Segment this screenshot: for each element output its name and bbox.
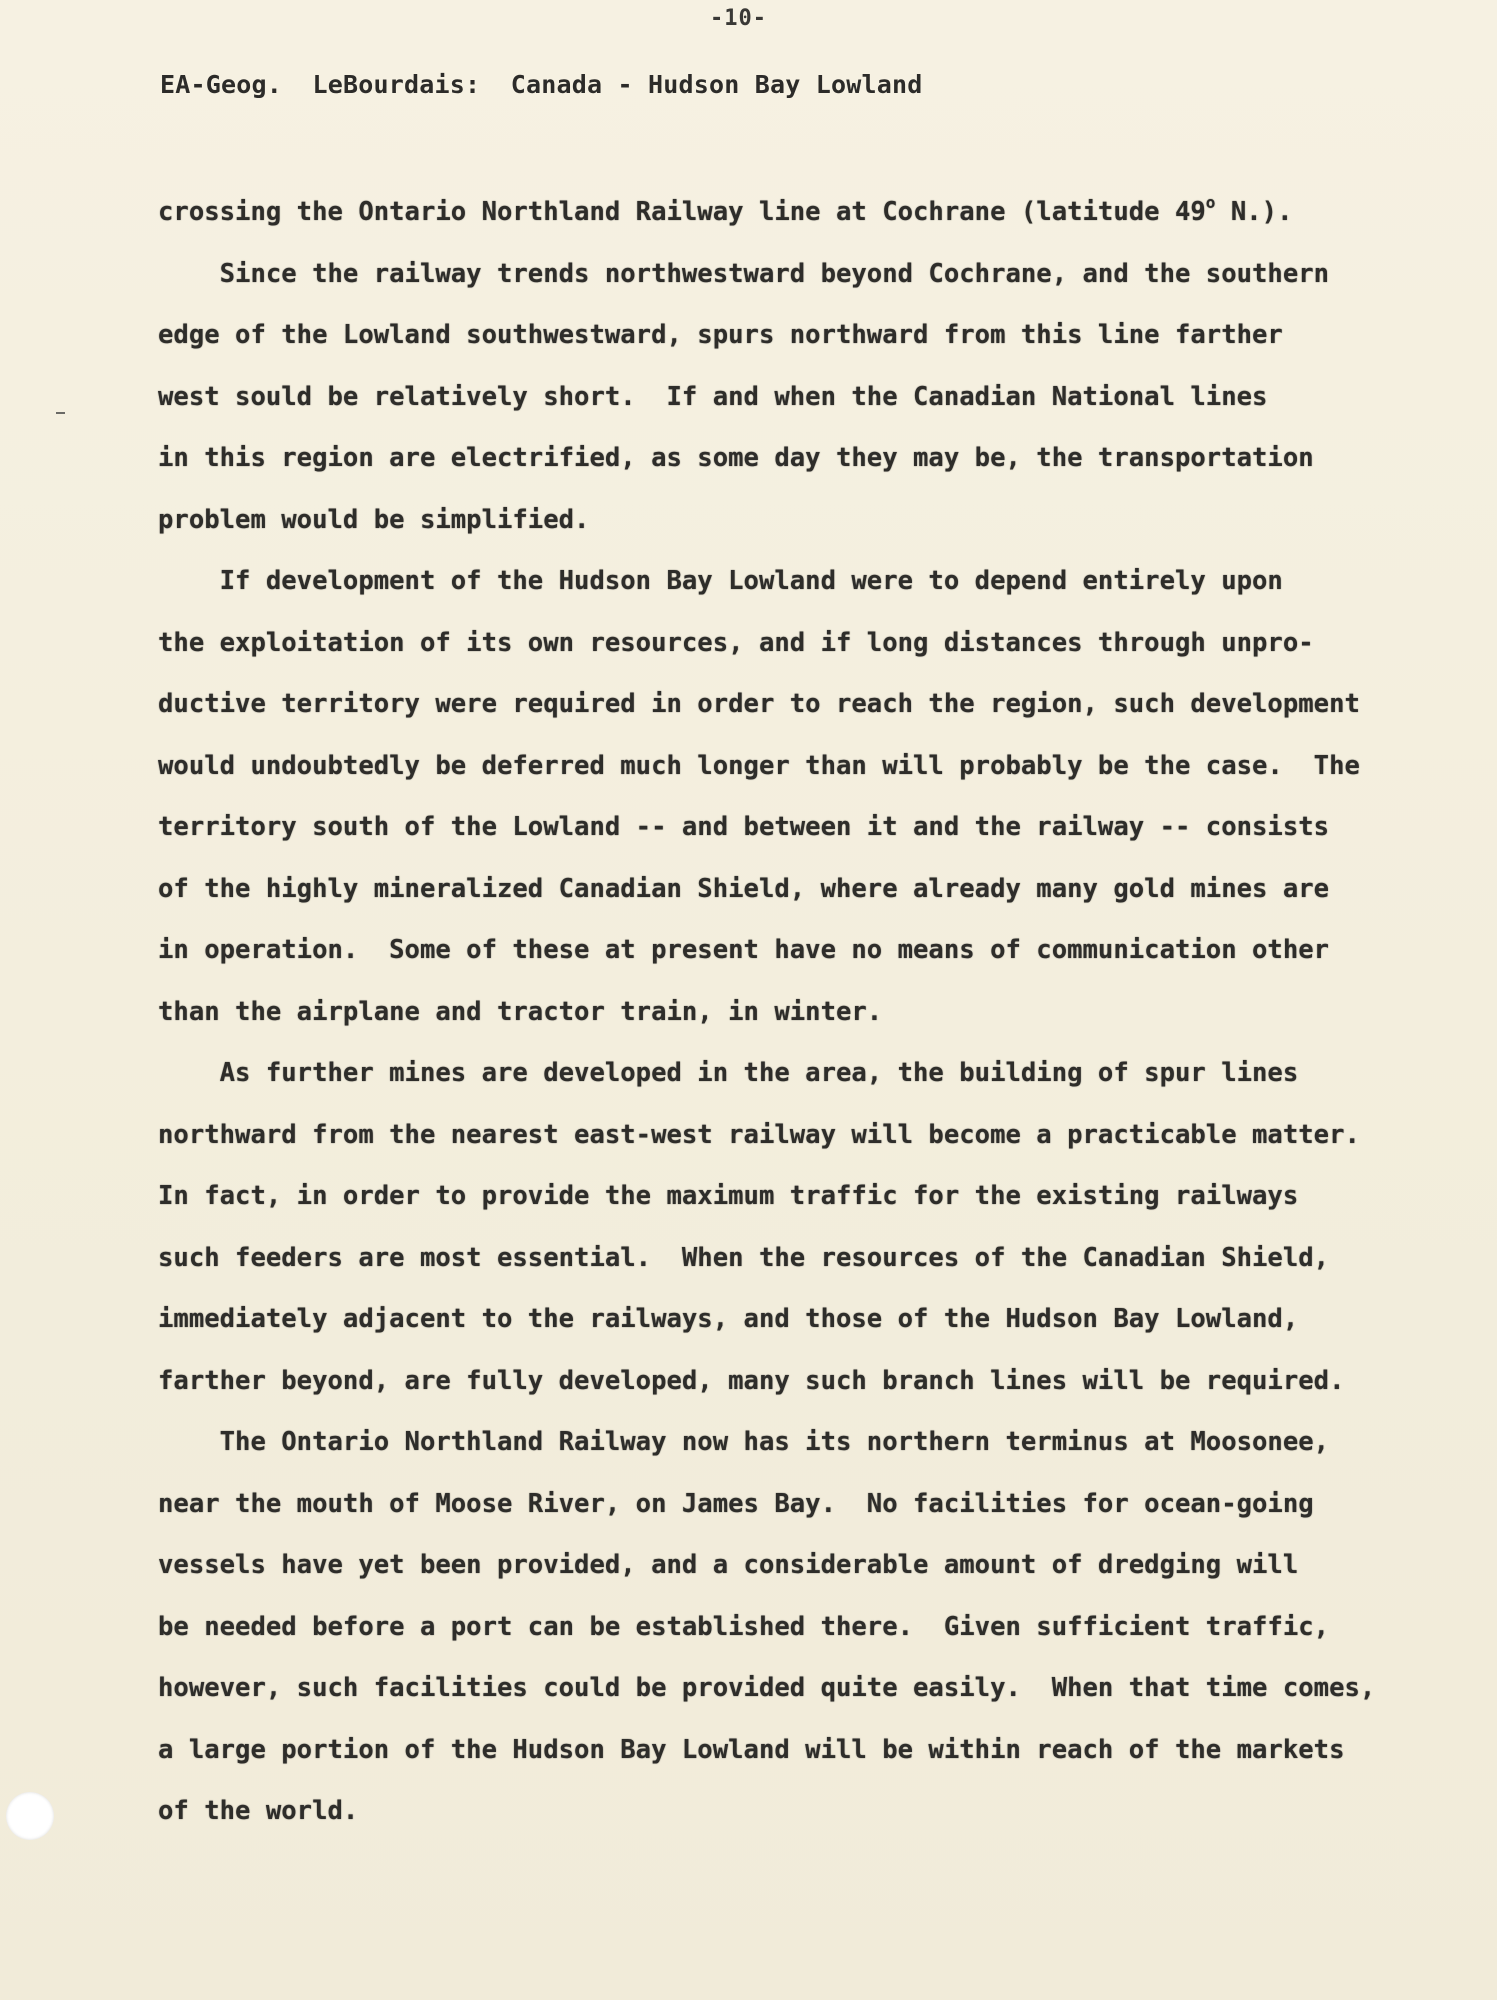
text-line: in this region are electrified, as some day they may be, the transportation [158,443,1314,473]
text-line: in operation. Some of these at present have no means of communication other [158,935,1330,965]
text-line: edge of the Lowland southwestward, spurs northward from this line farther [158,320,1283,350]
degree-superscript: o [1205,193,1216,212]
running-header: EA-Geog. LeBourdais: Canada - Hudson Bay Lowland [160,70,923,99]
text-line: a large portion of the Hudson Bay Lowland will be within reach of the markets [158,1734,1345,1765]
text-line: northward from the nearest east-west railway will become a practicable matter. [158,1119,1360,1150]
text-line: Since the railway trends northwestward beyond Cochrane, and the southern [158,258,1330,289]
text-line: however, such facilities could be provided quite easily. When that time comes, [158,1673,1376,1703]
text-line: immediately adjacent to the railways, and those of the Hudson Bay Lowland, [158,1304,1299,1334]
margin-mark [56,412,65,414]
text-line: be needed before a port can be established there. Given sufficient traffic, [158,1611,1330,1642]
text-line: ductive territory were required in order to reach the region, such development [158,689,1360,719]
body-text [158,182,1376,1843]
text-line: In fact, in order to provide the maximum traffic for the existing railways [158,1181,1299,1211]
text-line: As further mines are developed in the area, the building of spur lines [158,1058,1299,1088]
text-line: If development of the Hudson Bay Lowland were to depend entirely upon [158,566,1283,596]
text-line: The Ontario Northland Railway now has its northern terminus at Moosonee, [158,1427,1330,1457]
text-line: farther beyond, are fully developed, many such branch lines will be required. [158,1365,1345,1396]
page-number: -10- [710,6,767,31]
text-line: would undoubtedly be deferred much longer than will probably be the case. The [158,750,1360,781]
text-line: the exploitation of its own resources, and if long distances through unpro- [158,627,1314,658]
text-line: territory south of the Lowland -- and between it and the railway -- consists [158,812,1330,842]
text-line-part: crossing the Ontario Northland Railway line at Cochrane (latitude 49 [158,197,1206,227]
text-line: near the mouth of Moose River, on James Bay. No facilities for ocean-going [158,1488,1314,1519]
text-line: problem would be simplified. [158,504,590,535]
text-line: vessels have yet been provided, and a considerable amount of dredging will [158,1550,1299,1580]
text-line: such feeders are most essential. When the resources of the Canadian Shield, [158,1242,1330,1273]
text-line: of the world. [158,1796,359,1826]
text-line-part: N.). [1215,197,1293,227]
text-line [158,182,1368,244]
text-line: than the airplane and tractor train, in winter. [158,996,883,1027]
punch-hole [6,1792,54,1840]
text-line: west sould be relatively short. If and when the Canadian National lines [158,381,1268,412]
text-line: of the highly mineralized Canadian Shield, where already many gold mines are [158,873,1330,904]
